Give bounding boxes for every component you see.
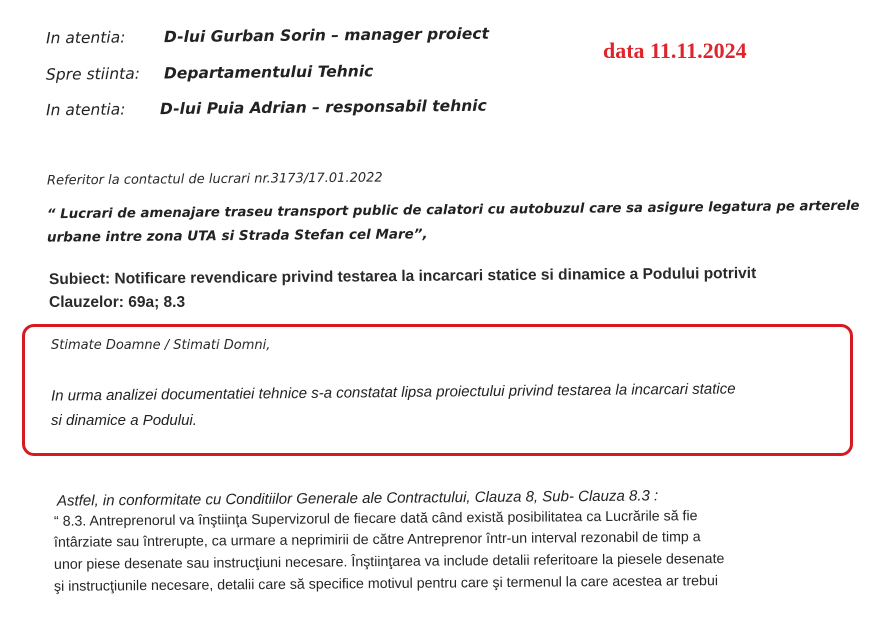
project-title-line-2: urbane intre zona UTA si Strada Stefan cel Mare”, [46, 226, 428, 246]
clause-text-line-1: “ 8.3. Antreprenorul va înştiinţa Supervizorul de fiecare dată când există posibilitatea ca Lucrările să fie [53, 508, 698, 530]
header-row-cc [46, 62, 373, 83]
contract-reference: Referitor la contactul de lucrari nr.3173/17.01.2022 [46, 170, 383, 189]
document-date: data 11.11.2024 [603, 38, 747, 63]
clause-intro: Astfel, in conformitate cu Conditiilor Generale ale Contractului, Clauza 8, Sub- Clauza 8.3 : [56, 487, 659, 510]
clause-text-line-4: şi instrucţiunile necesare, detalii care să specifice motivul pentru care şi termenul la care acestea ar trebui [53, 573, 719, 595]
subject-line-2: Clauzelor: 69a; 8.3 [49, 294, 186, 311]
header-label: In atentia: [45, 100, 126, 120]
header-value: D-lui Gurban Sorin – manager proiect [163, 24, 490, 47]
header-value: Departamentului Tehnic [163, 62, 374, 83]
header-label: Spre stiinta: [45, 64, 141, 84]
header-row-attention-1 [46, 25, 489, 48]
highlight-paragraph-line-1: In urma analizei documentatiei tehnice s-a constatat lipsa proiectului privind testarea la incarcari statice [50, 380, 736, 405]
clause-text-line-3: unor piese desenate sau instrucţiuni necesare. Înştiinţarea va include detalii referitoare la piesele desenate [53, 551, 725, 573]
header-row-attention-2 [46, 97, 487, 120]
highlight-paragraph-line-2: si dinamice a Podului. [51, 412, 197, 429]
salutation: Stimate Doamne / Stimati Domni, [51, 338, 271, 353]
header-label: In atentia: [45, 28, 126, 48]
subject-line-1: Subiect: Notificare revendicare privind testarea la incarcari statice si dinamice a Podului potrivit [48, 264, 757, 289]
header-value: D-lui Puia Adrian – responsabil tehnic [159, 96, 487, 119]
project-title-line-1: “ Lucrari de amenajare traseu transport public de calatori cu autobuzul care sa asigure legatura pe arterele [46, 198, 860, 223]
clause-text-line-2: întârziate sau întrerupte, ca urmare a neprimirii de către Antreprenor într-un interval rezonabil de timp a [53, 529, 701, 551]
